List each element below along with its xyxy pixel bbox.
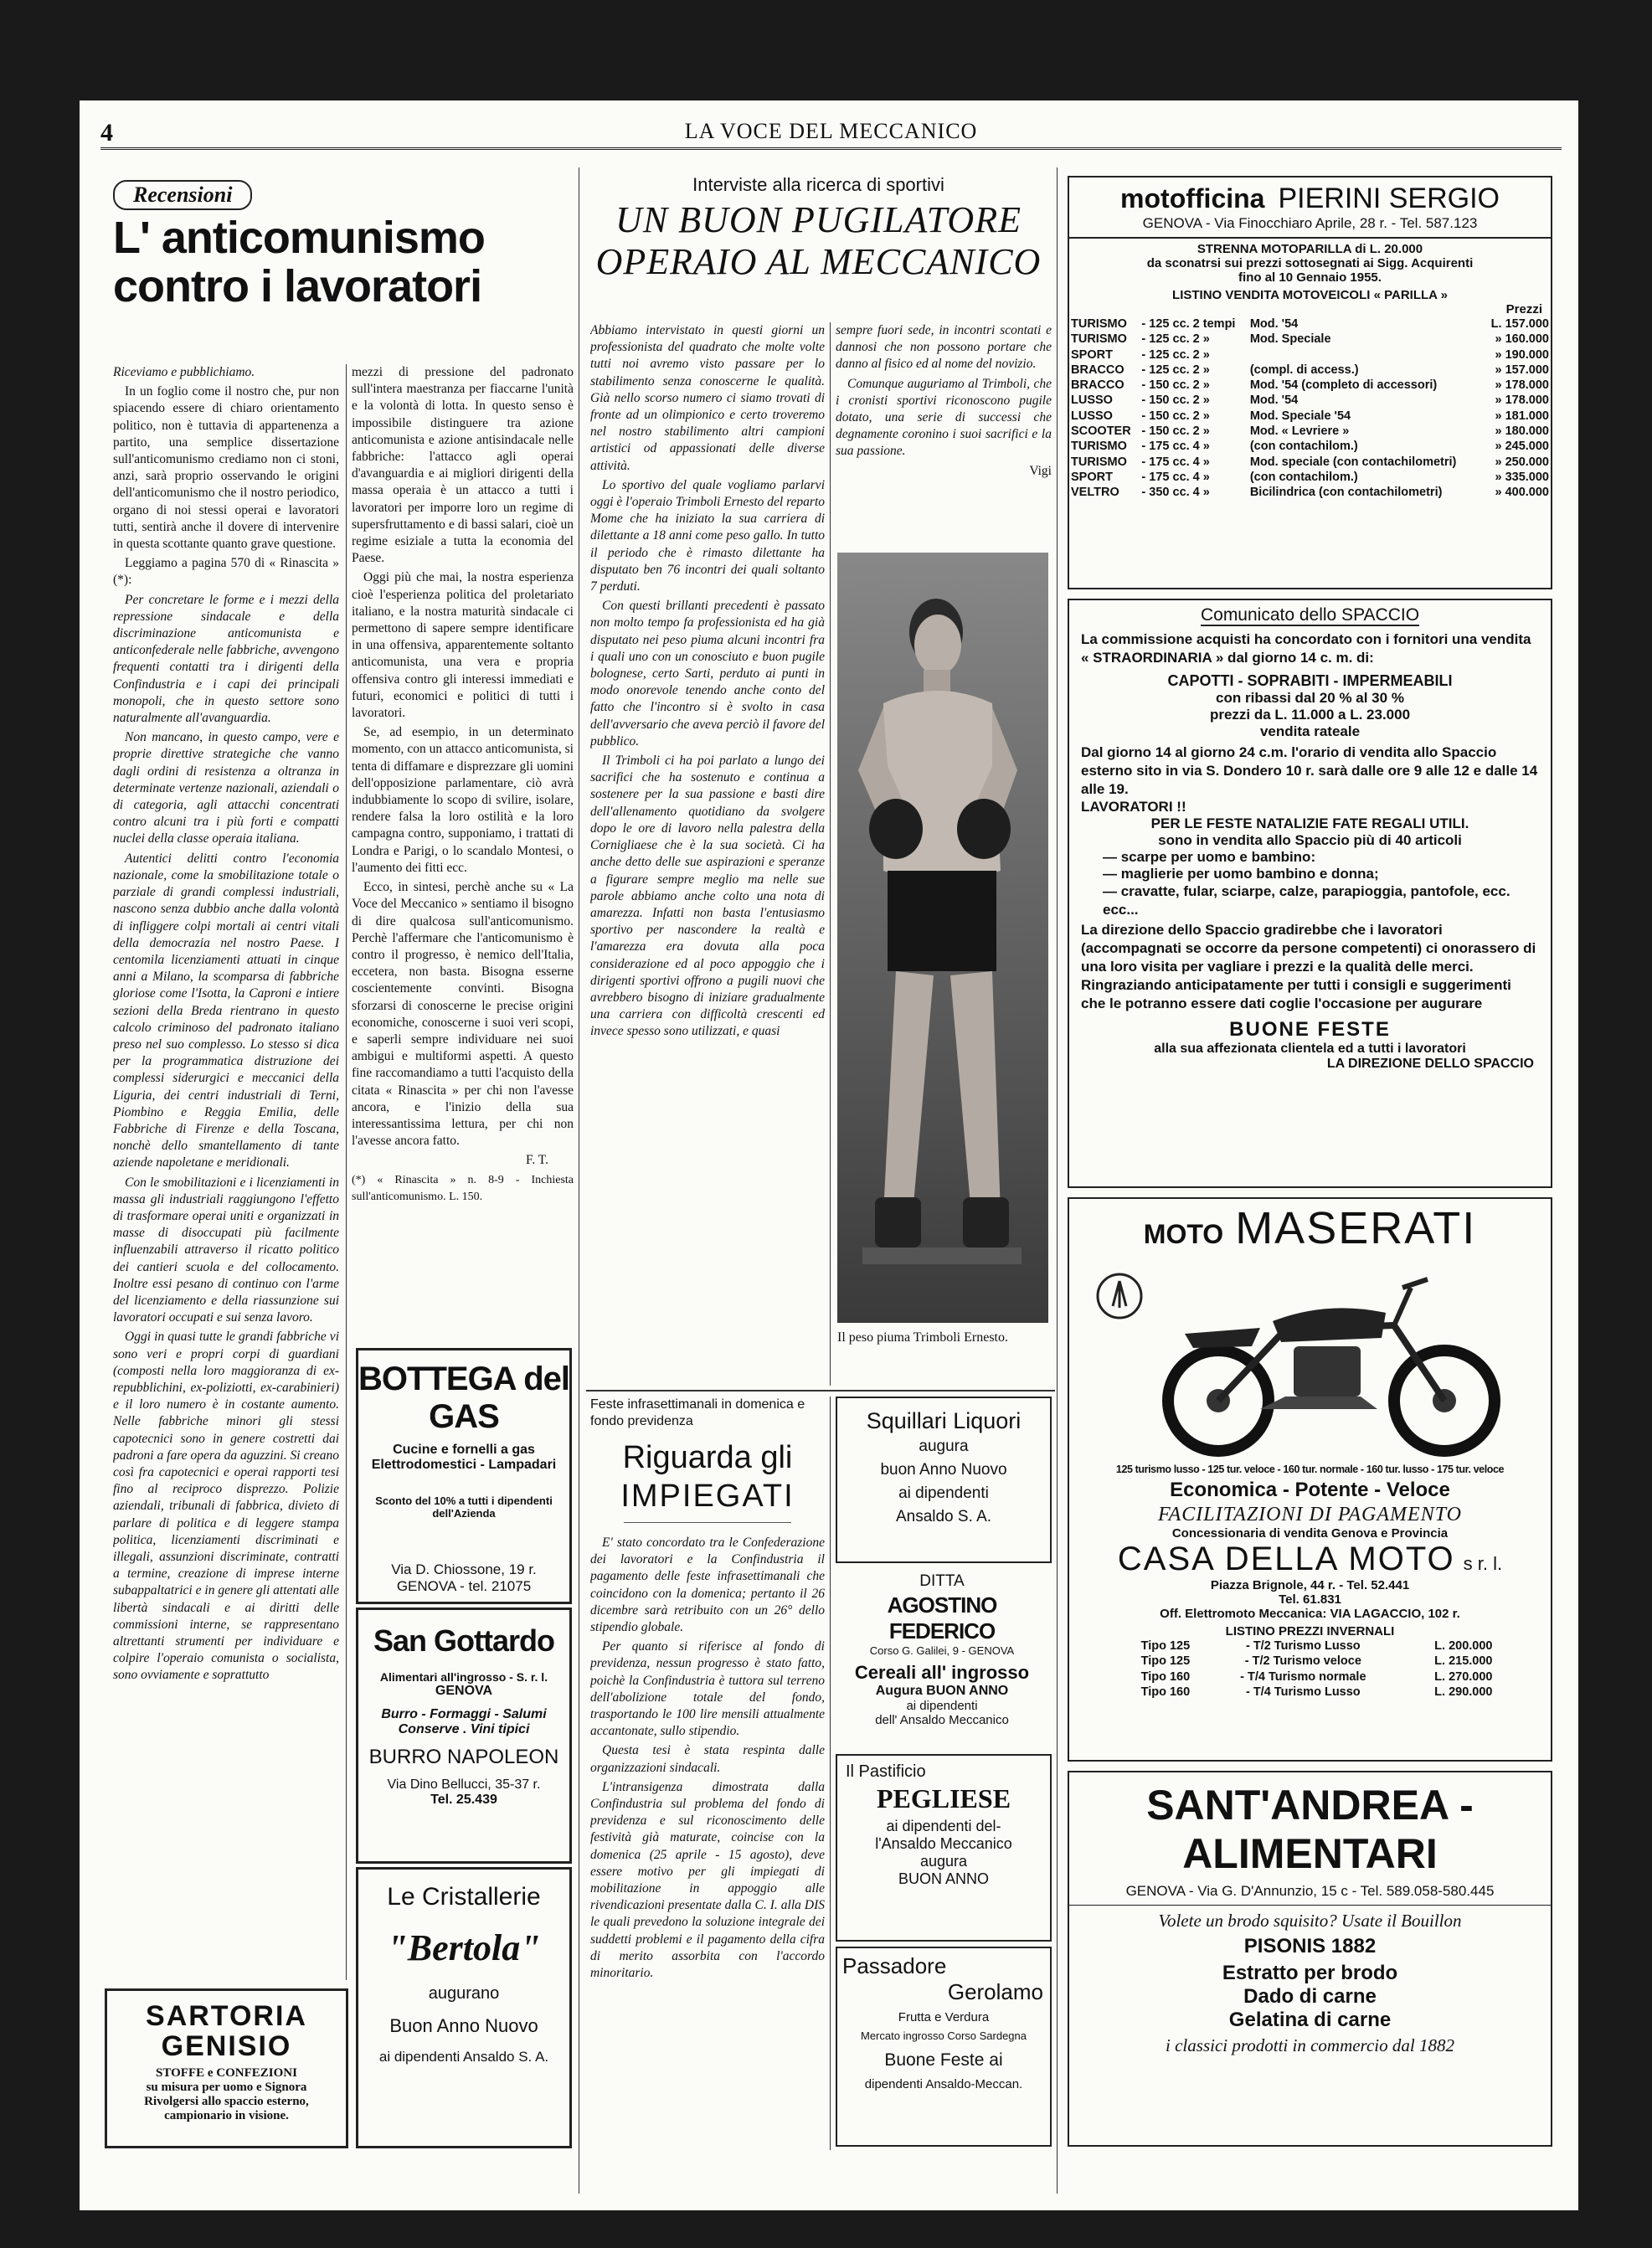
ad-line: Gelatina di carne (1228, 2009, 1392, 2031)
ad-title: Squillari Liquori (866, 1408, 1022, 1433)
ad-motofficina-pierini (1068, 176, 1552, 589)
paragraph: Con le smobilitazioni e i licenziamenti in massa gli industriali raggiungono l'effetto di trasformare operai uniti e organizzati in masse di disoccupati più facilmente influenzabili attraverso il ricatto politico dei cantieri scuola e del collocamento. Inoltre essi pesano di continuo con l'arme del licenziamento e della riassunzione sui lavoratori occupati e sui senza lavoro. (113, 1175, 339, 1325)
dealer-suffix: s r. l. (1463, 1553, 1503, 1574)
price-cell: LUSSO (1071, 394, 1113, 408)
ad-line: GENOVA - tel. 21075 (396, 1578, 532, 1594)
price-cell: L. 290.000 (1434, 1685, 1493, 1699)
paragraph: Riceviamo e pubblichiamo. (113, 365, 255, 379)
price-cell: - 175 cc. 4 » (1141, 455, 1210, 469)
ad-title: San Gottardo (373, 1623, 554, 1658)
ad-line: GENOVA - Via Finocchiaro Aprile, 28 r. - Tel. 587.123 (1142, 215, 1478, 231)
article-impiegati (590, 1397, 825, 2150)
price-cell: TURISMO (1071, 440, 1127, 454)
ad-line: ai dipendenti Ansaldo S. A. (378, 2049, 549, 2065)
ad-title: MASERATI (1235, 1203, 1477, 1253)
ad-line: Buone Feste ai (884, 2050, 1003, 2070)
maserati-price-table (1126, 1638, 1495, 1700)
price-cell: Mod. « Levriere » (1249, 424, 1350, 439)
price-row (1069, 455, 1551, 470)
ad-line: campionario in visione. (164, 2109, 289, 2122)
notice-line: LA DIREZIONE DELLO SPACCIO (1326, 1057, 1534, 1071)
paragraph: E' stato concordato tra le Confederazione dei lavoratori e la Confindustria il pagamento delle feste infrasettimanali che coincidono con la domenica; pertanto il 26 dicembre sarà retribuito con un 26° dello stipendio globale. (590, 1536, 825, 1635)
price-cell: Mod. '54 (1249, 317, 1299, 331)
price-cell: L. 200.000 (1434, 1639, 1493, 1653)
ad-line: Conserve . Vini tipici (398, 1722, 530, 1736)
article-anticomunismo-header (113, 180, 578, 331)
price-cell: - 150 cc. 2 » (1141, 394, 1210, 408)
article-pugilatore-left (590, 322, 825, 1390)
ad-line: GENOVA - Via G. D'Annunzio, 15 c - Tel. 589.058-580.445 (1125, 1883, 1495, 1899)
price-cell: » 157.000 (1495, 363, 1549, 377)
notice-line: sono in vendita allo Spaccio più di 40 articoli (1158, 832, 1462, 848)
ad-title: SANT'ANDREA - ALIMENTARI (1146, 1782, 1474, 1877)
paragraph: Se, ad esempio, in un determinato momento, con un attacco anticomunista, si tenta di diffamare e disprezzare gli uomini dell'opposizione parlamentare, ciò avrà indubbiamente lo scopo di svilire, isolare, rendere falsa la loro ostilità e la loro campagna contro, supponiamo, i trattati di Londra e Parigi, o lo scandalo Montesi, o l'aumento dei fitti ecc. (352, 725, 574, 875)
price-row (1126, 1638, 1495, 1654)
price-cell: L. 215.000 (1434, 1654, 1493, 1669)
price-cell: L. 157.000 (1490, 317, 1549, 331)
headline-line-1: Riguarda gli (622, 1440, 793, 1475)
notice-line: alla sua affezionata clientela ed a tutti i lavoratori (1154, 1042, 1466, 1056)
ad-line: fino al 10 Gennaio 1955. (1238, 270, 1382, 285)
ad-line: Corso G. Galilei, 9 - GENOVA (869, 1644, 1015, 1657)
article-col-left (113, 364, 339, 1976)
article-signature: F. T. (525, 1153, 548, 1168)
ad-title: "Bertola" (387, 1927, 541, 1968)
paragraph: L'intransigenza dimostrata dalla Confindustria sul problema del fondo di previdenza e sul riconoscimento delle festività già maturate, coincise con la domenica (25 aprile - 15 agosto), deve essere motivo per gli impiegati di mobilitazione in appoggio alle rivendicazioni presentate dalla C. I. alla DIS le quali prevedono la soluzione integrale dei suddetti problemi e il pagamento della cifra di merito assorbita con l'accordo minoritario. (590, 1779, 825, 1981)
ad-line: i classici prodotti in commercio dal 1882 (1166, 2035, 1454, 2055)
ad-line: STRENNA MOTOPARILLA di L. 20.000 (1197, 242, 1423, 256)
price-cell: TURISMO (1071, 317, 1127, 331)
price-row (1069, 470, 1551, 485)
price-cell (1248, 347, 1482, 363)
ad-line: Tel. 61.831 (1279, 1592, 1341, 1607)
headline-line-1: L' anticomunismo (113, 213, 485, 263)
ad-line: buon Anno Nuovo (880, 1461, 1007, 1479)
ad-brand: MOTO (1143, 1219, 1224, 1249)
ad-line: dell' Ansaldo Meccanico (875, 1713, 1009, 1727)
price-cell: TURISMO (1071, 455, 1127, 469)
ad-line: BURRO NAPOLEON (368, 1746, 559, 1768)
price-cell: BRACCO (1071, 363, 1124, 377)
price-row (1069, 409, 1551, 424)
ad-line: Piazza Brignole, 44 r. - Tel. 52.441 (1210, 1578, 1410, 1592)
boxer-photo (837, 553, 1048, 1323)
headline-line-2: contro i lavoratori (113, 261, 482, 311)
price-cell: » 245.000 (1495, 440, 1549, 454)
price-cell: - T/2 Turismo Lusso (1245, 1639, 1361, 1653)
price-cell: - T/2 Turismo veloce (1244, 1654, 1361, 1669)
paragraph: sempre fuori sede, in incontri scontati e dannosi che non possono portare che danno al fisico ed al nome del novizio. (836, 323, 1052, 372)
price-row (1069, 393, 1551, 408)
ad-line: DITTA (919, 1572, 965, 1590)
ad-brand: motofficina (1120, 183, 1265, 213)
price-row (1069, 378, 1551, 393)
paragraph: Abbiamo intervistato in questi giorni un professionista del quadrato che molte volte tutti noi avremo visto passare per lo stabilimento senza conoscerne le qualità. Già nello scorso numero ci siamo trovati di fronte ad un olimpionico e certo troveremo nel nostro stabilimento altri campioni artistici od appassionati delle diverse attività. (590, 323, 825, 473)
ad-line: Via D. Chiossone, 19 r. (391, 1561, 537, 1577)
notice-line: La direzione dello Spaccio gradirebbe che i lavoratori (accompagnati se occorre da persone competenti) ci onorassero di una loro visita per vagliare i prezzi e la qualità delle merci. Ringraziando anticipatamente per tutti i consigli e suggerimenti che le potranno essere dati coglie l'occasione per augurare (1081, 922, 1536, 1011)
paragraph: Il Trimboli ci ha poi parlato a lungo dei sacrifici che ha sostenuto e continua a sostenere per la sua passione e basti dire dell'allenamento quotidiano da svolgere dopo le ore di lavoro nella palestra della Cornigliaese che è la sua società. Ci ha anche detto delle sue aspirazioni e speranze a figurare sempre meglio ma nelle sue parole abbiamo anche colto una nota di amarezza. Infatti non basta l'entusiasmo sportivo per nascondere la realtà e l'amarezza era dovuta alla poca considerazione ed al poco appoggio che i dirigenti sportivi offrono a pugili nuovi che avrebbero bisogno di iniziare gradualmente una carriera con difficoltà crescenti ed invece spesso sono utilizzati, e quasi (590, 754, 825, 1039)
ad-title: Passadore (842, 1953, 947, 1978)
section-tag: Recensioni (113, 180, 252, 210)
ad-line: LISTINO PREZZI INVERNALI (1225, 1624, 1395, 1638)
price-row (1069, 363, 1551, 378)
price-row (1069, 439, 1551, 454)
price-cell: - 175 cc. 4 » (1141, 440, 1210, 454)
ad-line: Buon Anno Nuovo (389, 2015, 538, 2036)
price-cell: Mod. speciale (con contachilometri) (1249, 455, 1457, 469)
ad-line: LISTINO VENDITA MOTOVEICOLI « PARILLA » (1172, 288, 1448, 302)
ad-pastificio-pegliese (836, 1754, 1052, 1942)
notice-line: Dal giorno 14 al giorno 24 c.m. l'orario di vendita allo Spaccio esterno sito in via S. Dondero 10 r. sarà dalle ore 9 alle 12 e dalle 14 alle 19. (1081, 744, 1538, 797)
price-cell: - 150 cc. 2 » (1141, 409, 1210, 423)
photo-caption: Il peso piuma Trimboli Ernesto. (837, 1330, 1008, 1345)
ad-line: Ansaldo S. A. (895, 1508, 992, 1525)
page-header (100, 119, 1562, 150)
price-cell: Mod. '54 (completo di accessori) (1249, 378, 1438, 393)
paragraph: Lo sportivo del quale vogliamo parlarvi oggi è l'operaio Trimboli Ernesto del reparto Mome che ha iniziato la sua carriera di dilettante a 18 anni come peso gallo. In tutto il periodo che è rimasto dilettante ha disputato ben 76 incontri dei quali soltanto 7 perduti. (590, 477, 825, 594)
column-rule (830, 322, 831, 1386)
ad-line: augura (919, 1853, 968, 1870)
dealer-name: CASA DELLA MOTO (1117, 1541, 1455, 1577)
paragraph: In un foglio come il nostro che, pur non spiacendo essere di chiaro orientamento politico, non è tuttavia di appartenenza a partito, una semplice dissertazione sull'anticomunismo crediamo non ci stoni, anzi, sarà proprio osservando le origini dell'anticomunismo che il nostro periodico, organo di noi stessi operai e lavoratori tutti, sentirà anche il dovere di intervenire in questa scottante quanto grave questione. (113, 384, 339, 552)
price-cell: » 180.000 (1495, 424, 1549, 439)
ad-line: Economica - Potente - Veloce (1170, 1479, 1450, 1501)
paragraph: Oggi più che mai, la nostra esperienza cioè l'esperienza politica del proletariato italiano, e la nostra maturità sindacale ci permettono di sapere sempre identificare in una offensiva, apparentemente soltanto anticomunista, una vera e propria offensiva contro gli interessi immediati e futuri, economici e politici di tutti i lavoratori. (352, 570, 574, 721)
ad-line: Prezzi (1505, 302, 1542, 316)
ad-title: SARTORIA (146, 2000, 307, 2032)
kicker: Interviste alla ricerca di sportivi (692, 174, 944, 195)
price-row (1126, 1654, 1495, 1669)
ad-line: Off. Elettromoto Meccanica: VIA LAGACCIO, 102 r. (1160, 1607, 1460, 1621)
price-cell: » 190.000 (1495, 347, 1549, 362)
price-cell: - 175 cc. 4 » (1141, 470, 1210, 484)
motorcycle-illustration (1093, 1254, 1528, 1464)
paragraph: Per quanto si riferisce al fondo di previdenza, nessun progresso è stato fatto, poichè la Confindustria è tuttora sul terreno dell'abolizione totale del fondo, trasportando le 100 lire mensili attualmente accantonate, sullo stipendio. (590, 1639, 825, 1739)
ad-santandrea-alimentari (1068, 1771, 1552, 2147)
ad-line: Volete un brodo squisito? Usate il Bouillon (1158, 1911, 1462, 1931)
paragraph: mezzi di pressione del padronato sull'intera maestranza per fiaccarne l'unità e la volontà di lotta. In questo senso è impossibile distinguere tra azione anticomunista e azione antisindacale nelle fabbriche: l'attacco agli operai d'avanguardia e ai migliori dirigenti della massa operaia è un attacco a tutti i lavoratori per imporre loro un regime di supersfruttamento e di bassi salari, cioè un regime esiziale a tutta la economia del Paese. (352, 365, 574, 566)
price-cell: - 125 cc. 2 » (1141, 332, 1210, 347)
ad-line: Le Cristallerie (387, 1883, 541, 1911)
article-pugilatore-header (586, 174, 1051, 291)
notice-line: PER LE FESTE NATALIZIE FATE REGALI UTILI. (1150, 815, 1469, 831)
price-row (1126, 1685, 1495, 1700)
ad-line: Mercato ingrosso Corso Sardegna (861, 2029, 1027, 2042)
headline-line-2: IMPIEGATI (620, 1479, 795, 1514)
notice-line: — maglierie per uomo bambino e donna; (1103, 866, 1379, 882)
ad-line: Rivolgersi allo spaccio esterno, (144, 2095, 309, 2108)
newspaper-page (80, 100, 1578, 2210)
price-cell: Mod. Speciale (1249, 332, 1331, 347)
price-cell: SPORT (1071, 347, 1113, 362)
ad-agostino-federico (836, 1566, 1048, 1750)
ad-line: Alimentari all'ingrosso - S. r. l. (379, 1670, 548, 1684)
price-cell: - T/4 Turismo Lusso (1245, 1685, 1361, 1699)
price-cell: - T/4 Turismo normale (1240, 1669, 1366, 1684)
ad-line: Augura BUON ANNO (875, 1684, 1009, 1698)
kicker: Feste infrasettimanali in domenica e fondo previdenza (590, 1397, 805, 1428)
ad-line: ai dipendenti del- (886, 1818, 1001, 1834)
ad-moto-maserati (1068, 1197, 1552, 1762)
paragraph: Non mancano, in questo campo, vere e proprie direttive strategiche che vanno dagli ordini di resistenza a oltranza in determinate vertenze nazionali, aziendali o di categoria, agli attacchi concentrati contro alcuni tra i più forti e compatti nuclei della classe operaia italiana. (113, 730, 339, 846)
price-cell: Tipo 160 (1140, 1669, 1191, 1684)
price-cell: Tipo 125 (1140, 1654, 1191, 1669)
paragraph: Ecco, in sintesi, perchè anche su « La Voce del Meccanico » sentiamo il bisogno di dire qualcosa sull'anticomunismo. Perchè l'affermare che l'anticomunismo è contro il progresso, è nemico dell'Italia, eccetera, non basta. Bisogna esserne coscientemente convinti. Bisogna sforzarsi di conoscerne le precise origini economiche, conoscerne i suoi veri scopi, e saperli sempre individuare nei suoi ambigui e multiformi aspetti. A questo fine raccomandiamo a tutti l'acquisto della citata « Rinascita » per chi non l'avesse ancora, e l'inizio della sua interessantissima lettura, per chi non l'avesse ancora fatto. (352, 880, 574, 1149)
ad-san-gottardo (356, 1608, 572, 1864)
ad-line: Elettrodomestici - Lampadari (371, 1458, 557, 1472)
price-cell: (compl. di access.) (1249, 363, 1359, 377)
price-cell: » 181.000 (1495, 409, 1549, 423)
ad-title: PIERINI SERGIO (1278, 183, 1500, 214)
paragraph: Comunque auguriamo al Trimboli, che i cronisti sportivi riconoscono pugile dotato, una serie di successi che degnamente coronino i suoi sacrifici e la sua passione. (836, 376, 1052, 459)
ad-title: BOTTEGA del GAS (358, 1361, 569, 1435)
page-number: 4 (100, 119, 113, 147)
price-cell: - 150 cc. 2 » (1141, 378, 1210, 393)
price-row (1069, 485, 1551, 500)
price-cell: Mod. '54 (1249, 394, 1299, 408)
price-cell: - 350 cc. 4 » (1141, 486, 1210, 500)
price-row (1069, 316, 1551, 332)
paragraph: Autentici delitti contro l'economia nazionale, come la smobilitazione totale o parziale di grandi complessi industriali, nascono senza dubbio anche dalla volontà di infliggere colpi mortali ai centri vitali della democrazia nel nostro Paese. I centomila licenziamenti attuati in cinque anni a Milano, la scomparsa di fabbriche gloriose come l'Isotta, la Caproni e intiere sezioni della Breda rientrano in questo calcolo criminoso del padronato italiano preso nel suo complesso. Lo stesso si dica per la programmatica distruzione dei complessi siderurgici e meccanici della Liguria, dei centri industriali di Terni, Piombino e Reggia Emilia, delle Fabbriche di Firenze e della Toscana, nonchè dello smantellamento di tante aziende napoletane e meridionali. (113, 851, 339, 1170)
price-cell: TURISMO (1071, 332, 1127, 347)
notice-line: — scarpe per uomo e bambino: (1103, 849, 1316, 865)
ad-line: Tel. 25.439 (430, 1793, 497, 1807)
price-cell: BRACCO (1071, 378, 1124, 393)
price-cell: » 178.000 (1495, 394, 1549, 408)
newspaper-title: LA VOCE DEL MECCANICO (684, 119, 978, 143)
price-cell: L. 270.000 (1434, 1669, 1493, 1684)
price-row (1069, 347, 1551, 363)
article-signature: Vigi (1029, 463, 1052, 478)
notice-line: LAVORATORI !! (1081, 799, 1186, 815)
section-divider (586, 1390, 1055, 1391)
price-cell: (con contachilom.) (1249, 470, 1358, 484)
paragraph: Per concretare le forme e i mezzi della repressione sindacale e della discriminazione anticomunista e anticonfederale nelle fabbriche, avvengono frequenti contatti tra i dirigenti della Confindustria e i capi dei principali monopoli, che in questo settore sono naturalmente all'avanguardia. (113, 592, 339, 726)
price-cell: SPORT (1071, 470, 1113, 484)
price-cell: » 160.000 (1495, 332, 1549, 347)
article-col-right (352, 364, 574, 1335)
ad-sartoria-genisio (105, 1988, 348, 2148)
pierini-price-table (1069, 316, 1551, 501)
notice-line: BUONE FESTE (1229, 1018, 1391, 1041)
price-cell: - 150 cc. 2 » (1141, 424, 1210, 439)
headline-line-1: UN BUON PUGILATORE (615, 199, 1022, 240)
notice-line: La commissione acquisti ha concordato con i fornitori una vendita « STRAORDINARIA » dal giorno 14 c. m. di: (1081, 631, 1531, 666)
ad-line: dipendenti Ansaldo-Meccan. (864, 2077, 1023, 2091)
price-cell: - 125 cc. 2 tempi (1141, 317, 1236, 331)
paragraph: Leggiamo a pagina 570 di « Rinascita » (*): (113, 556, 339, 588)
price-cell: Mod. Speciale '54 (1249, 409, 1351, 423)
ad-line: Cucine e fornelli a gas (393, 1443, 535, 1457)
column-rule (1057, 167, 1058, 2194)
ad-title: PEGLIESE (876, 1783, 1011, 1813)
ad-passadore-gerolamo (836, 1947, 1052, 2147)
boxer-silhouette (837, 553, 1048, 1323)
ad-cristallerie-bertola (356, 1867, 572, 2148)
ad-squillari-liquori (836, 1397, 1052, 1563)
ad-title: AGOSTINO FEDERICO (887, 1592, 997, 1644)
notice-line: CAPOTTI - SOPRABITI - IMPERMEABILI (1167, 672, 1453, 689)
price-cell: » 400.000 (1495, 486, 1549, 500)
price-cell: VELTRO (1071, 486, 1119, 500)
notice-line: vendita rateale (1259, 723, 1361, 739)
price-cell: - 125 cc. 2 » (1141, 347, 1210, 362)
ad-title: Gerolamo (947, 1979, 1043, 2004)
ad-line: Il Pastificio (846, 1762, 926, 1781)
price-row (1069, 424, 1551, 439)
notice-line: prezzi da L. 11.000 a L. 23.000 (1209, 707, 1411, 723)
price-cell: » 178.000 (1495, 378, 1549, 393)
price-cell: (con contachilom.) (1249, 440, 1358, 454)
ad-line: da sconatrsi sui prezzi sottosegnati ai Sigg. Acquirenti (1146, 256, 1474, 270)
ad-line: GENOVA (435, 1684, 493, 1698)
price-cell: Bicilindrica (con contachilometri) (1249, 486, 1443, 500)
price-row (1069, 332, 1551, 347)
ad-title: GENISIO (161, 2030, 292, 2062)
footnote: (*) « Rinascita » n. 8-9 - Inchiesta sull'anticomunismo. L. 150. (352, 1173, 574, 1203)
price-cell: - 125 cc. 2 » (1141, 363, 1210, 377)
ad-line: STOFFE e CONFEZIONI (156, 2066, 297, 2080)
price-cell: SCOOTER (1071, 424, 1131, 439)
price-cell: » 335.000 (1495, 470, 1549, 484)
column-rule (346, 364, 347, 1980)
ad-line: su misura per uomo e Signora (146, 2081, 307, 2094)
notice-line: con ribassi dal 20 % al 30 % (1216, 690, 1404, 706)
notice-spaccio (1068, 599, 1552, 1188)
headline-line-2: OPERAIO AL MECCANICO (595, 241, 1042, 282)
ad-line: augura (919, 1438, 969, 1455)
ad-line: Via Dino Bellucci, 35-37 r. (387, 1777, 541, 1792)
ad-line: l'Ansaldo Meccanico (875, 1835, 1012, 1852)
column-rule (830, 1397, 831, 2150)
ad-line: Frutta e Verdura (898, 2010, 990, 2024)
paragraph: Oggi in quasi tutte le grandi fabbriche vi sono veri e propri corpi di guardiani (composti nella loro maggioranza di ex-repubblichini, ex-poliziotti, ex-carabinieri) e il loro numero è in costante aumento. Nelle fabbriche minori gli stessi capotecnici sono in genere costretti dai padroni a fare opera da aguzzini. Si creano così fra capotecnici e operai rapporti tesi fino al reciproco disprezzo. Polizie aziendali, tribunali di fabbrica, divieto di parlare di politica e di leggere stampa politica, licenziamenti discriminati e illegali, assunzioni discriminate, contratti a termine, creazione di imprese interne subappaltatrici e in genere gli attentati alle libertà sindacali e ai diritti delle commissioni interne, se rappresentano altrettanti strumenti per individuare e colpire l'operaio comunista o socialista, sono ovviamente e soprattutto (113, 1330, 339, 1683)
price-row (1126, 1669, 1495, 1685)
ad-line: ai dipendenti (906, 1699, 978, 1713)
price-cell: Tipo 125 (1140, 1639, 1191, 1653)
ad-line: BUON ANNO (898, 1870, 990, 1887)
ad-line: Cereali all' ingrosso (854, 1662, 1030, 1683)
ad-line: Dado di carne (1243, 1985, 1377, 2008)
notice-title: Comunicato dello SPACCIO (1200, 605, 1420, 625)
price-cell: Tipo 160 (1140, 1685, 1191, 1699)
ad-line: FACILITAZIONI DI PAGAMENTO (1158, 1504, 1462, 1525)
ad-line: Estratto per brodo (1222, 1962, 1398, 1984)
price-cell: LUSSO (1071, 409, 1113, 423)
ad-line: Burro - Formaggi - Salumi (381, 1707, 547, 1721)
paragraph: Con questi brillanti precedenti è passato non molto tempo fa professionista ed ha già disputato nei peso piuma alcuni incontri fra i quali uno con un conosciuto e buon pugile bolognese, certo Sarti, perduto ai punti in modo onorevole tenendo anche conto del fatto che l'incontro si è svolto in casa dell'avversario che aveva perciò il favore del pubblico. (590, 599, 825, 748)
ad-line: ai dipendenti (898, 1484, 989, 1502)
ad-line: augurano (428, 1984, 500, 2003)
price-cell: » 250.000 (1495, 455, 1549, 469)
ad-line: PISONIS 1882 (1243, 1935, 1377, 1957)
ad-line: Sconto del 10% a tutti i dipendenti dell'Azienda (375, 1494, 553, 1520)
ad-line: 125 turismo lusso - 125 tur. veloce - 160 tur. normale - 160 tur. lusso - 175 tur. veloce (1115, 1464, 1505, 1475)
ad-line: Concessionaria di vendita Genova e Provincia (1171, 1526, 1449, 1541)
ad-bottega-del-gas (356, 1348, 572, 1604)
notice-line: — cravatte, fular, sciarpe, calze, parapioggia, pantofole, ecc. ecc... (1103, 883, 1510, 918)
article-pugilatore-right (836, 322, 1052, 536)
paragraph: Questa tesi è stata respinta dalle organizzazioni sindacali. (590, 1743, 825, 1775)
